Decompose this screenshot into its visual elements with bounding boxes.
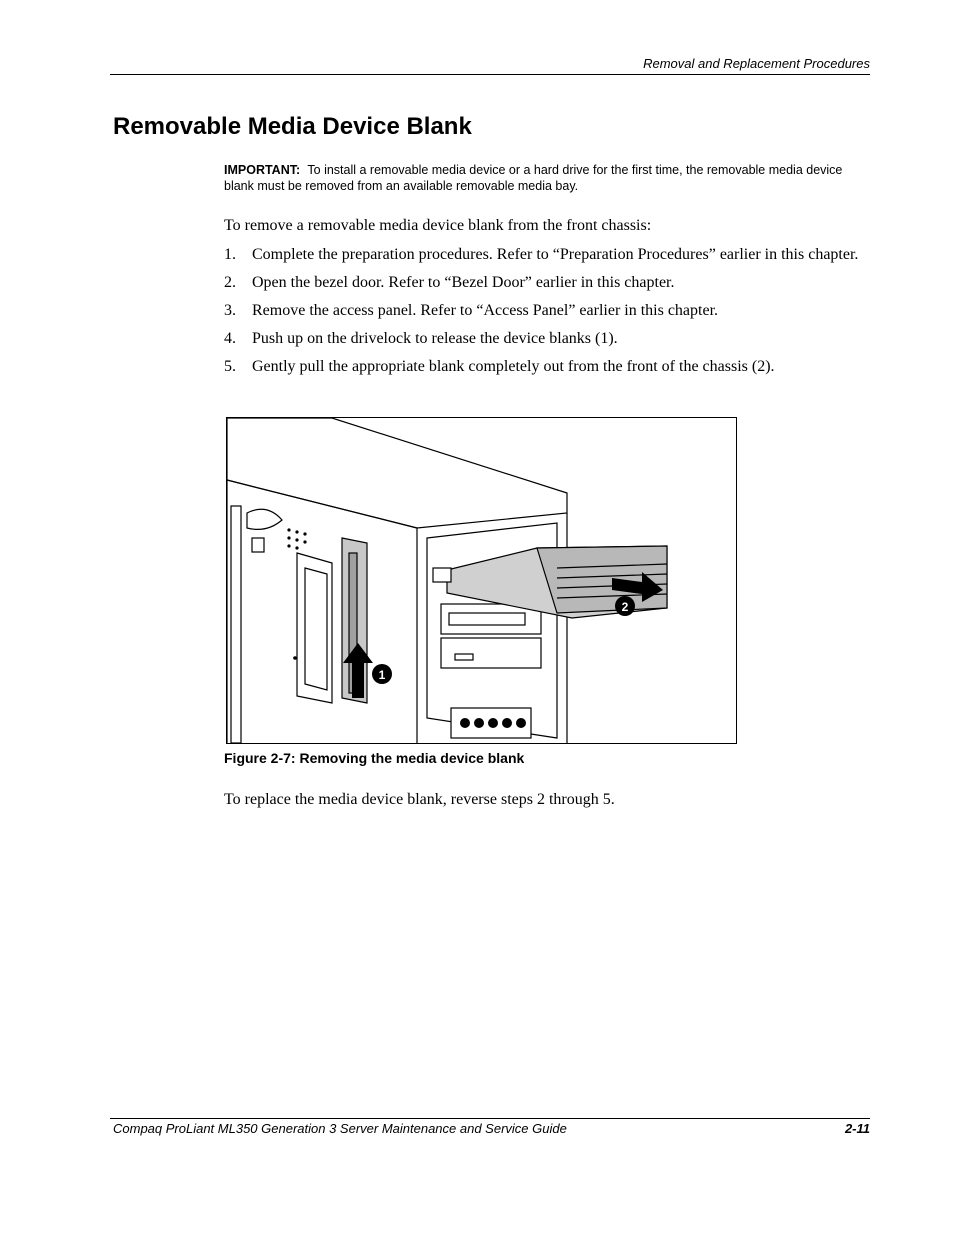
step-3: 3. Remove the access panel. Refer to “Access Panel” earlier in this chapter.: [224, 302, 719, 319]
page-number: 2-11: [844, 1121, 870, 1136]
step-5: 5. Gently pull the appropriate blank completely out from the front of the chassis (2).: [224, 358, 775, 375]
important-label: IMPORTANT:: [224, 163, 301, 177]
server-chassis-illustration: [227, 418, 736, 743]
callout-1: [372, 664, 392, 684]
important-text: To install a removable media device or a hard drive for the first time, the removable media device blank must be removed from an available removable media bay.: [224, 163, 843, 193]
figure-caption: Figure 2-7: Removing the media device blank: [224, 750, 525, 766]
svg-text:1: 1: [378, 668, 386, 682]
running-header: Removal and Replacement Procedures: [643, 56, 870, 71]
step-4: 4. Push up on the drivelock to release the device blanks (1).: [224, 330, 618, 347]
footer-rule: [110, 1118, 870, 1119]
callout-2: [615, 596, 635, 616]
step-1: 1. Complete the preparation procedures. Refer to “Preparation Procedures” earlier in this chapter.: [224, 246, 859, 263]
header-rule: [110, 74, 870, 75]
procedure-steps: [224, 245, 864, 385]
section-title: Removable Media Device Blank: [113, 113, 472, 140]
svg-text:2: 2: [621, 600, 629, 614]
figure-illustration: [226, 417, 737, 744]
important-note: [224, 162, 864, 194]
intro-paragraph: To remove a removable media device blank from the front chassis:: [224, 217, 652, 234]
footer-guide-title: Compaq ProLiant ML350 Generation 3 Server Maintenance and Service Guide: [113, 1121, 567, 1136]
outro-paragraph: To replace the media device blank, reverse steps 2 through 5.: [224, 791, 615, 808]
step-2: 2. Open the bezel door. Refer to “Bezel Door” earlier in this chapter.: [224, 274, 675, 291]
